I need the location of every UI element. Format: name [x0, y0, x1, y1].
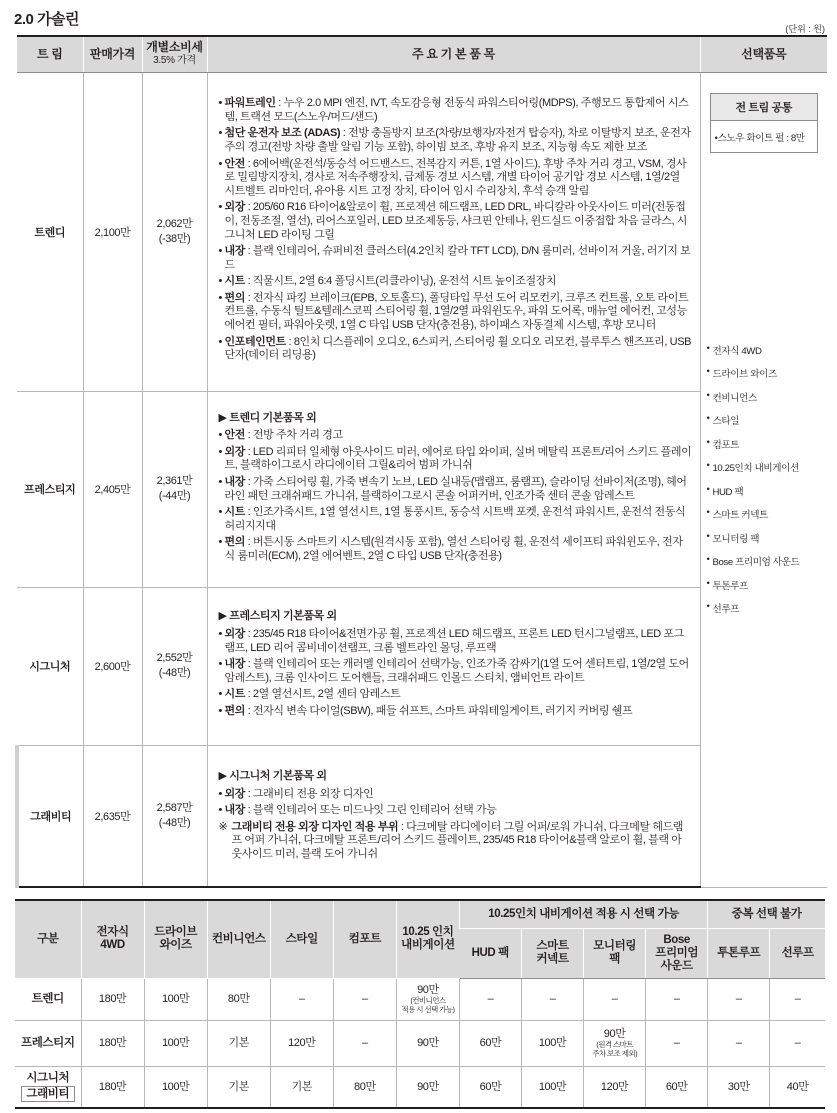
feature-base-note: ▶ 프레스티지 기본품목 외 — [218, 610, 337, 623]
cell-style: 120만 — [270, 1020, 333, 1066]
trim-tax-price — [142, 745, 207, 887]
note-mark: ※ — [218, 820, 228, 833]
feature-base-note: ▶ 시그니처 기본품목 외 — [218, 769, 327, 782]
feature-item: • 외장 : LED 리피터 일체형 아웃사이드 미러, 에어로 타입 와이퍼, 실버 메탈릭 프론트/리어 스키드 플레이트, 블랙하이그로시 라디에이터 그릴&리어 범퍼 가니쉬 — [219, 446, 692, 473]
option-item: • 드라이브 와이즈 — [707, 366, 822, 390]
cell-two-tone-roof: – — [708, 978, 770, 1020]
header-group-navi: 10.25인치 내비게이션 적용 시 선택 가능 — [459, 900, 707, 928]
row-trim-name: 프레스티지 — [15, 1020, 81, 1066]
header-style: 스타일 — [270, 900, 333, 978]
header-hud: HUD 팩 — [459, 928, 521, 978]
header-trim: 트 림 — [17, 36, 83, 72]
feature-item: • 인포테인먼트 : 8인치 디스플레이 오디오, 6스피커, 스티어링 휠 오디오 리모컨, 블루투스 핸즈프리, USB 단자(데이터 리딩용) — [219, 336, 692, 363]
option-item: • 컨비니언스 — [707, 390, 822, 414]
unit-label: (단위 : 원) — [785, 24, 825, 34]
feature-item: • 내장 : 블랙 인테리어 또는 캐러멜 인테리어 선택가능, 인조가죽 감싸기(1열 도어 센터트림, 1열/2열 도어 암레스트), 크롬 인사이드 도어핸들, 크래쉬패드 인몰드 스티치, 앰비언트 라이트 — [219, 658, 692, 685]
common-options-box — [710, 93, 819, 153]
gravity-design-note: ※ 그래비티 전용 외장 디자인 적용 부위 : 다크메탈 라디에이터 그릴 어퍼/로워 가니쉬, 다크메탈 헤드램프 어퍼 가니쉬, 다크메탈 프론트/리어 스키드 플레이트, 235/45 R18 타이어&블랙 알로이 휠, 블랙 아웃사이드 미러, 블랙 도어 가니쉬 — [218, 820, 684, 860]
header-drive-wise: 드라이브 와이즈 — [144, 900, 207, 978]
option-item: • 스마트 커넥트 — [707, 507, 822, 531]
option-item: • 모니터링 팩 — [707, 531, 822, 555]
trim-tax-price — [142, 587, 207, 745]
cell-comfort: – — [333, 1020, 396, 1066]
option-item: • 컴포트 — [707, 437, 822, 461]
page-title: 2.0 가솔린 — [14, 11, 79, 28]
cell-style: – — [270, 978, 333, 1020]
cell-bose: – — [646, 1020, 708, 1066]
trim-price: 2,600만 — [83, 587, 142, 745]
cell-sunroof: – — [770, 978, 825, 1020]
cell-comfort: 80만 — [333, 1066, 396, 1108]
feature-item: • 시트 : 직물시트, 2열 6:4 폴딩시트(리클라이닝), 운전석 시트 높이조절장치 — [219, 275, 692, 289]
cell-convenience: 80만 — [207, 978, 270, 1020]
cell-bose: – — [646, 978, 708, 1020]
option-row-prestige — [15, 1020, 825, 1066]
cell-awd: 180만 — [81, 1020, 144, 1066]
feature-item: • 내장 : 가죽 스티어링 휠, 가죽 변속기 노브, LED 실내등(맵램프, 룸램프), 슬라이딩 선바이저(조명), 헤어라인 패턴 크래쉬패드 가니쉬, 블랙하이그로시 콘솔 어퍼커버, 인조가죽 센터 콘솔 암레스트 — [219, 476, 692, 503]
feature-item: • 파워트레인 : 누우 2.0 MPI 엔진, IVT, 속도감응형 전동식 파워스티어링(MDPS), 주행모드 통합제어 시스템, 트랙션 모드(스노우/머드/샌드) — [219, 97, 692, 124]
feature-item: • 편의 : 전자식 파킹 브레이크(EPB, 오토홀드), 폴딩타입 무선 도어 리모컨키, 크루즈 컨트롤, 오토 라이트 컨트롤, 수동식 틸트&텔레스코픽 스티어링 휠, 1열/2열 파워윈도우, 파워 도어록, 매뉴얼 에어컨, 고성능 에어컨 필터, 파워아웃렛, 1열 C 타입 USB 단자(충전용), 하이패스 자동결제 시스템, 후방 모니터 — [219, 292, 692, 333]
tax-price-diff: (-48만) — [158, 816, 191, 829]
tax-price-value: 2,552만 — [156, 652, 193, 664]
option-item: • 투톤루프 — [707, 578, 822, 602]
header-monitoring: 모니터링 팩 — [584, 928, 646, 978]
cell-monitoring: 120만 — [584, 1066, 646, 1108]
row-trim-name: 트렌디 — [15, 978, 81, 1020]
header-category: 구분 — [15, 900, 81, 978]
option-item: • 전자식 4WD — [707, 343, 822, 367]
common-option-item: •스노우 화이트 펄 : 8만 — [714, 132, 805, 144]
cell-navigation: 90만 — [396, 1020, 459, 1066]
header-tax-line2: 3.5% 가격 — [153, 55, 196, 67]
option-row-trendy — [15, 978, 825, 1020]
tax-price-value: 2,361만 — [156, 475, 193, 487]
cell-awd: 180만 — [81, 978, 144, 1020]
feature-item: • 첨단 운전자 보조 (ADAS) : 전방 충돌방지 보조(차량/보행자/자전거 탑승자), 차로 이탈방지 보조, 운전자 주의 경고(전방 차량 출발 알림 기능 포함), 하이빔 보조, 후방 유지 보조, 지능형 속도 제한 보조 — [219, 127, 692, 154]
header-two-tone-roof: 투톤루프 — [708, 928, 770, 978]
cell-convenience: 기본 — [207, 1066, 270, 1108]
cell-bose: 60만 — [646, 1066, 708, 1108]
trim-price: 2,635만 — [83, 745, 142, 887]
cell-monitoring: 90만 (원격 스마트 주차 보조 제외) — [584, 1020, 646, 1066]
cell-comfort: – — [333, 978, 396, 1020]
cell-smart-connect: 100만 — [522, 1020, 584, 1066]
option-item: • 스타일 — [707, 413, 822, 437]
header-awd: 전자식 4WD — [81, 900, 144, 978]
header-convenience: 컨비니언스 — [207, 900, 270, 978]
cell-style: 기본 — [270, 1066, 333, 1108]
trim-tax-price — [142, 72, 207, 391]
cell-monitoring: – — [584, 978, 646, 1020]
feature-item: • 안전 : 전방 주차 거리 경고 — [219, 429, 692, 443]
cell-smart-connect: 100만 — [522, 1066, 584, 1108]
cell-sunroof: – — [770, 1020, 825, 1066]
tax-price-value: 2,587만 — [156, 801, 193, 814]
feature-item: • 시트 : 인조가죽시트, 1열 열선시트, 1열 통풍시트, 동승석 시트백 포켓, 운전석 파워시트, 운전석 전동식 허리지지대 — [219, 506, 692, 533]
feature-item: • 시트 : 2열 열선시트, 2열 센터 암레스트 — [219, 688, 692, 702]
feature-item: • 편의 : 전자식 변속 다이얼(SBW), 패들 쉬프트, 스마트 파워테일게이트, 러기지 커버링 쉘프 — [219, 705, 692, 719]
header-tax-line1: 개별소비세 — [146, 40, 203, 55]
header-smart-connect: 스마트 커넥트 — [522, 928, 584, 978]
feature-item: • 내장 : 블랙 인테리어 또는 미드나잇 그린 인테리어 선택 가능 — [219, 804, 692, 818]
header-features: 주 요 기 본 품 목 — [207, 36, 700, 72]
feature-base-note: ▶ 트렌디 기본품목 외 — [218, 411, 317, 424]
options-column — [700, 72, 827, 887]
cell-sunroof: 40만 — [770, 1066, 825, 1108]
option-price-table — [15, 899, 825, 1109]
header-options: 선택품목 — [700, 36, 827, 72]
common-options-title: 전 트림 공통 — [711, 94, 818, 121]
option-list — [707, 343, 822, 625]
cell-hud: 60만 — [459, 1020, 521, 1066]
tax-price-diff: (-48만) — [158, 667, 191, 679]
cell-navigation: 90만 — [396, 1066, 459, 1108]
trim-price: 2,100만 — [83, 72, 142, 391]
header-tax-price — [142, 36, 207, 72]
feature-list — [207, 587, 700, 745]
feature-item: • 편의 : 버튼시동 스마트키 시스템(원격시동 포함), 열선 스티어링 휠, 운전석 세이프티 파워윈도우, 전자식 룸미러(ECM), 2열 에어벤트, 2열 C 타입 USB 단자(충전용) — [219, 536, 692, 563]
cell-two-tone-roof: 30만 — [708, 1066, 770, 1108]
feature-item: • 내장 : 블랙 인테리어, 슈퍼비전 클러스터(4.2인치 칼라 TFT LCD), D/N 룸미러, 선바이저 거울, 러기지 보드 — [219, 245, 692, 272]
cell-hud: – — [459, 978, 521, 1020]
trim-name: 그래비티 — [17, 745, 83, 887]
header-navigation: 10.25 인치 내비게이션 — [396, 900, 459, 978]
option-item: • Bose 프리미엄 사운드 — [707, 554, 822, 578]
cell-drive-wise: 100만 — [144, 1020, 207, 1066]
trim-tax-price — [142, 391, 207, 587]
option-item: • 선루프 — [707, 601, 822, 625]
cell-awd: 180만 — [81, 1066, 144, 1108]
header-group-duplicate: 중복 선택 불가 — [708, 900, 825, 928]
tax-price-diff: (-44만) — [158, 490, 191, 502]
row-trim-name: 시그니처 그래비티 — [15, 1066, 81, 1108]
cell-drive-wise: 100만 — [144, 978, 207, 1020]
cell-convenience: 기본 — [207, 1020, 270, 1066]
feature-list — [207, 72, 700, 391]
tax-price-value: 2,062만 — [156, 217, 193, 230]
feature-item: • 외장 : 그래비티 전용 외장 디자인 — [219, 788, 692, 802]
feature-item: • 외장 : 205/60 R16 타이어&알로이 휠, 프로젝션 헤드램프, LED DRL, 바디칼라 아웃사이드 미러(전동접이, 전동조절, 열선), 리어스포일러, LED 보조제동등, 샤크핀 안테나, 윈드실드 이중접합 차음 글라스, 시그니처 LED 라이팅 그릴 — [219, 201, 692, 242]
feature-list — [207, 745, 700, 887]
header-sunroof: 선루프 — [770, 928, 825, 978]
cell-hud: 60만 — [459, 1066, 521, 1108]
tax-price-diff: (-38만) — [158, 232, 191, 245]
cell-smart-connect: – — [522, 978, 584, 1020]
trim-price-table — [15, 35, 827, 888]
cell-drive-wise: 100만 — [144, 1066, 207, 1108]
trim-price: 2,405만 — [83, 391, 142, 587]
header-comfort: 컴포트 — [333, 900, 396, 978]
feature-item: • 안전 : 6에어백(운전석/동승석 어드밴스드, 전복감지 커튼, 1열 사이드), 후방 주차 거리 경고, VSM, 경사로 밀림방지장치, 경사로 저속주행장치, 급제동 경보 시스템, 개별 타이어 공기압 경보 시스템, 1열/2열 시트벨트 리마인더, 유아용 시트 고정 장치, 타이어 임시 수리장치, 후석 승객 알림 — [219, 158, 692, 199]
feature-list — [207, 391, 700, 587]
trim-name: 트렌디 — [17, 72, 83, 391]
trim-name: 시그니처 — [17, 587, 83, 745]
header-bose: Bose 프리미엄 사운드 — [646, 928, 708, 978]
option-row-signature-gravity — [15, 1066, 825, 1108]
header-price: 판매가격 — [83, 36, 142, 72]
option-item: • HUD 팩 — [707, 484, 822, 508]
trim-name: 프레스티지 — [17, 391, 83, 587]
option-item: • 10.25인치 내비게이션 — [707, 460, 822, 484]
cell-two-tone-roof: – — [708, 1020, 770, 1066]
feature-item: • 외장 : 235/45 R18 타이어&전면가공 휠, 프로젝션 LED 헤드램프, 프론트 LED 턴시그널램프, LED 포그램프, LED 리어 콤비네이션램프, 크롬 벨트라인 몰딩, 루프랙 — [219, 628, 692, 655]
cell-navigation: 90만 (컨비니언스 적용 시 선택 가능) — [396, 978, 459, 1020]
trim-row-trendy — [17, 72, 827, 391]
